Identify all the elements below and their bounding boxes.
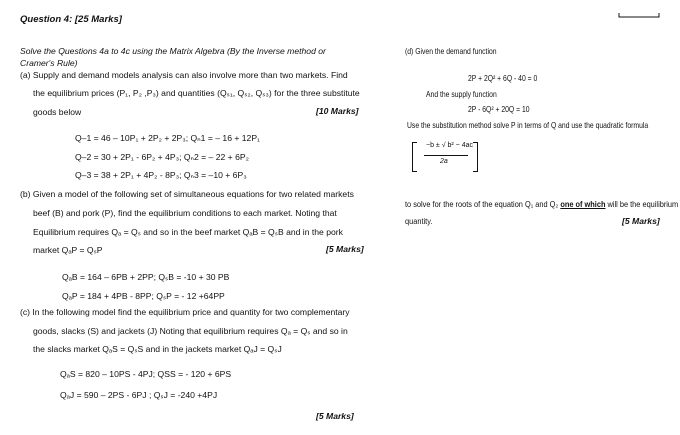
part-d-line-4-pre: to solve for the roots of the equation Q₁ and Q₂	[405, 199, 561, 209]
part-b-equation-2: QₐP = 184 + 4PB - 8PP; QₛP = - 12 +64PP	[62, 291, 225, 301]
part-c-equation-2: QₐJ = 590 – 2PS - 6PJ ; QₛJ = -240 +4PJ	[60, 390, 218, 400]
part-d-line-3: Use the substitution method solve P in terms of Q and use the quadratic formula	[407, 120, 649, 130]
quadratic-formula	[412, 142, 478, 172]
part-c-line-1: (c) In the following model find the equilibrium price and quantity for two complementary	[20, 307, 350, 317]
part-d-line-4-post: will be the equilibrium	[605, 199, 679, 209]
intro-line-2: Cramer's Rule)	[20, 58, 78, 68]
intro-line-1: Solve the Questions 4a to 4c using the Matrix Algebra (By the Inverse method or	[20, 46, 326, 56]
part-b-line-2: beef (B) and pork (P), find the equilibrium conditions to each market. Noting that	[33, 208, 337, 218]
part-b-line-4: market QₐP = QₛP	[33, 245, 103, 255]
part-d-line-4	[405, 199, 678, 210]
formula-fraction-bar	[424, 155, 468, 156]
part-b-line-3: Equilibrium requires Qₐ = Qₛ and so in the beef market QₐB = QₛB and in the pork	[33, 227, 343, 237]
part-b-equation-1: QₐB = 164 – 6PB + 2PP; QₛB = -10 + 30 PB	[62, 272, 230, 282]
part-b-marks: [5 Marks]	[326, 244, 364, 254]
part-c-equation-1: QₐS = 820 – 10PS - 4PJ; QSS = - 120 + 6PS	[60, 369, 232, 379]
part-a-line-3: goods below	[33, 107, 82, 117]
part-a-equation-2: Q–2 = 30 + 2P₁ - 6P₂ + 4P₃; Qₙ2 = – 22 + 6P₂	[75, 152, 249, 162]
part-b-line-1: (b) Given a model of the following set of simultaneous equations for two related markets	[20, 189, 354, 199]
part-c-line-3: the slacks market QₐS = QₛS and in the jackets market QₐJ = QₛJ	[33, 344, 282, 354]
part-d-line-4-emphasis: one of which	[560, 199, 606, 209]
part-d-line-1: (d) Given the demand function	[405, 46, 497, 56]
formula-bracket-left	[412, 142, 417, 172]
part-a-line-1: (a) Supply and demand models analysis can also involve more than two markets. Find	[20, 70, 348, 80]
part-d-equation-2: 2P - 6Q² + 20Q = 10	[468, 104, 530, 114]
part-a-equation-3: Q–3 = 38 + 2P₁ + 4P₂ - 8P₃; Qₙ3 = –10 + 6P₃	[75, 170, 247, 180]
partial-mark-decoration	[618, 12, 660, 18]
question-title: Question 4: [25 Marks]	[20, 14, 122, 25]
formula-numerator: −b ± √ b² − 4ac	[426, 142, 473, 149]
part-c-line-2: goods, slacks (S) and jackets (J) Noting that equilibrium requires Qₐ = Qₛ and so in	[33, 326, 348, 336]
part-d-equation-1: 2P + 2Q² + 6Q - 40 = 0	[468, 73, 538, 83]
part-a-equation-1: Q–1 = 46 – 10P₁ + 2P₂ + 2P₃; Qₙ1 = – 16 + 12P₁	[75, 133, 260, 143]
part-d-marks: [5 Marks]	[622, 216, 660, 226]
part-d-line-5: quantity.	[405, 216, 433, 226]
formula-denominator: 2a	[440, 158, 448, 165]
formula-bracket-right	[473, 142, 478, 172]
part-a-line-2: the equilibrium prices (P₁, P₂ ,P₃) and quantities (Qₛ₁, Qₛ₂, Qₛ₃) for the three substitute	[33, 88, 360, 98]
part-c-marks: [5 Marks]	[316, 411, 354, 421]
part-a-marks: [10 Marks]	[316, 106, 359, 116]
part-d-line-2: And the supply function	[426, 89, 497, 99]
